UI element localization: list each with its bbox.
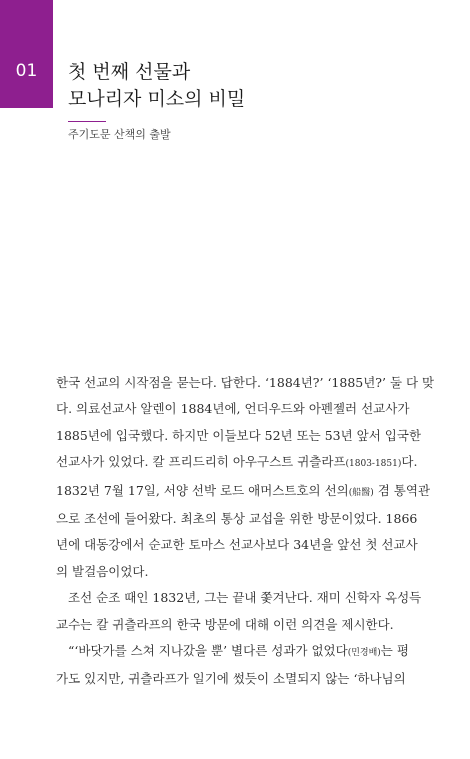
body-line	[56, 478, 431, 506]
body-line: 1885년에 입국했다. 하지만 이들보다 52년 또는 53년 앞서 입국한	[56, 427, 422, 443]
body-line-text: 선교사가 있었다. 칼 프리드리히 아우구스트 귀츨라프	[56, 454, 346, 470]
body-line: 의 발걸음이었다.	[56, 563, 149, 579]
body-line-end: 겸 통역관	[373, 482, 431, 498]
body-line-text: 1832년 7월 17일, 서양 선박 로드 애머스트호의 선의	[56, 482, 349, 498]
chapter-title	[68, 59, 245, 113]
body-line: 다. 의료선교사 알렌이 1884년에, 언더우드와 아펜젤러 선교사가	[56, 401, 410, 417]
title-divider	[68, 121, 106, 122]
chapter-number: 01	[15, 61, 38, 81]
years-annotation: (1803-1851)	[345, 459, 402, 470]
body-line	[56, 638, 413, 666]
chapter-title-line-1: 첫 번째 선물과	[68, 61, 191, 83]
body-text	[56, 370, 435, 693]
body-line-text: “‘바닷가를 스쳐 지나갔을 뿐’ 별다른 성과가 없었다	[68, 643, 348, 659]
ship-doctor-annotation: (船醫)	[348, 487, 374, 498]
chapter-color-block	[0, 0, 53, 108]
body-line-end: 다.	[401, 454, 418, 470]
source-annotation: (민경배)	[347, 648, 381, 659]
chapter-subtitle: 주기도문 산책의 출발	[68, 128, 171, 141]
body-line: 조선 순조 때인 1832년, 그는 끝내 쫓겨난다. 재미 신학자 옥성득	[68, 590, 422, 606]
body-line: 한국 선교의 시작점을 묻는다. 답한다. ‘1884년?’ ‘1885년?’ 둘 다 맞	[56, 375, 435, 390]
body-line	[56, 449, 418, 477]
body-line: 년에 대동강에서 순교한 토마스 선교사보다 34년을 앞선 첫 선교사	[56, 537, 418, 553]
body-line: 가도 있지만, 귀츨라프가 일기에 썼듯이 소멸되지 않는 ‘하나님의	[56, 671, 406, 687]
body-line-end: 는 평	[380, 643, 409, 659]
chapter-title-line-2: 모나리자 미소의 비밀	[68, 88, 246, 110]
body-line: 교수는 칼 귀츨라프의 한국 방문에 대해 이런 의견을 제시한다.	[56, 616, 394, 632]
body-line: 으로 조선에 들어왔다. 최초의 통상 교섭을 위한 방문이었다. 1866	[56, 511, 418, 527]
